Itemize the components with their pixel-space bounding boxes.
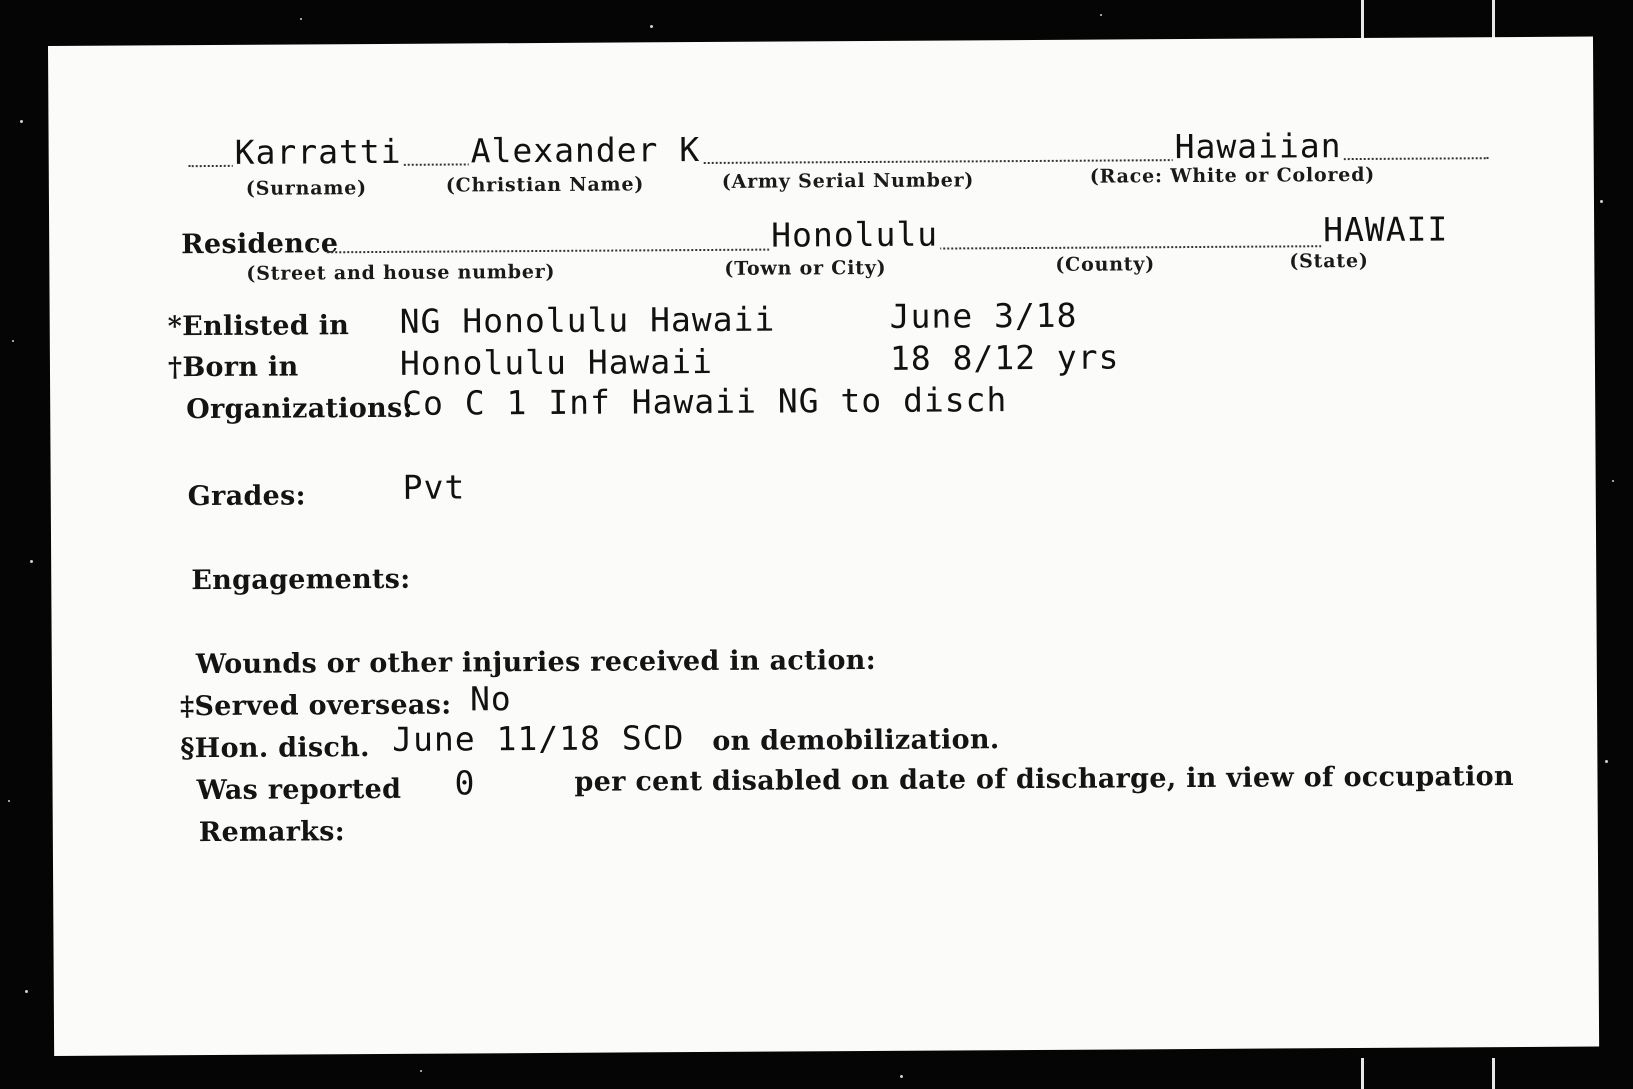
county-caption: (County) [1055, 253, 1156, 276]
army-serial-caption: (Army Serial Number) [721, 169, 975, 193]
scan-speck [1605, 760, 1608, 763]
street-caption: (Street and house number) [246, 260, 556, 285]
hon-disch-value: June 11/18 SCD [392, 718, 685, 759]
enlisted-place-value: NG Honolulu Hawaii [399, 299, 776, 341]
served-overseas-label: ‡Served overseas: [179, 689, 452, 723]
scan-speck [25, 990, 28, 993]
christian-name-caption: (Christian Name) [445, 173, 645, 197]
scan-speck [650, 25, 653, 28]
scan-speck [420, 1070, 422, 1072]
scan-speck [300, 18, 302, 20]
scan-speck [1600, 200, 1603, 203]
town-caption: (Town or City) [724, 256, 887, 280]
scan-speck [8, 800, 10, 802]
hon-disch-label: §Hon. disch. [180, 732, 370, 765]
remarks-label: Remarks: [198, 816, 346, 849]
state-caption: (State) [1289, 249, 1369, 273]
scan-speck [20, 120, 23, 123]
enlisted-date-value: June 3/18 [889, 295, 1078, 336]
organizations-value: Co C 1 Inf Hawaii NG to disch [402, 380, 1008, 423]
scan-speck [1100, 14, 1102, 16]
was-reported-label: Was reported [196, 773, 402, 807]
christian-name-value: Alexander K [470, 130, 701, 171]
surname-value: Karratti [234, 131, 402, 172]
born-age-value: 18 8/12 yrs [889, 337, 1120, 378]
born-label: †Born in [167, 351, 299, 384]
scan-speck [900, 1075, 903, 1078]
organizations-label: Organizations: [186, 392, 413, 426]
grades-label: Grades: [187, 480, 306, 513]
enlisted-label: *Enlisted in [167, 310, 350, 343]
service-record-card [48, 37, 1599, 1056]
town-value: Honolulu [771, 214, 939, 255]
race-caption: (Race: White or Colored) [1089, 163, 1376, 188]
percent-disabled-label: per cent disabled on date of discharge, in view of occupation [574, 761, 1514, 798]
film-edge-line [1492, 1058, 1495, 1089]
film-edge-line [1361, 1058, 1364, 1089]
surname-caption: (Surname) [245, 177, 367, 200]
scan-speck [30, 560, 33, 563]
served-overseas-value: No [469, 679, 512, 719]
percent-disabled-value: 0 [454, 763, 476, 803]
grades-value: Pvt [402, 467, 466, 507]
scan-speck [1612, 480, 1614, 482]
wounds-label: Wounds or other injuries received in action: [195, 644, 877, 681]
engagements-label: Engagements: [191, 563, 411, 597]
race-value: Hawaiian [1174, 126, 1342, 167]
residence-label: Residence [181, 228, 339, 261]
born-place-value: Honolulu Hawaii [399, 341, 714, 383]
on-demobilization-label: on demobilization. [712, 724, 1000, 757]
state-value: HAWAII [1323, 209, 1449, 250]
scan-speck [12, 340, 14, 342]
